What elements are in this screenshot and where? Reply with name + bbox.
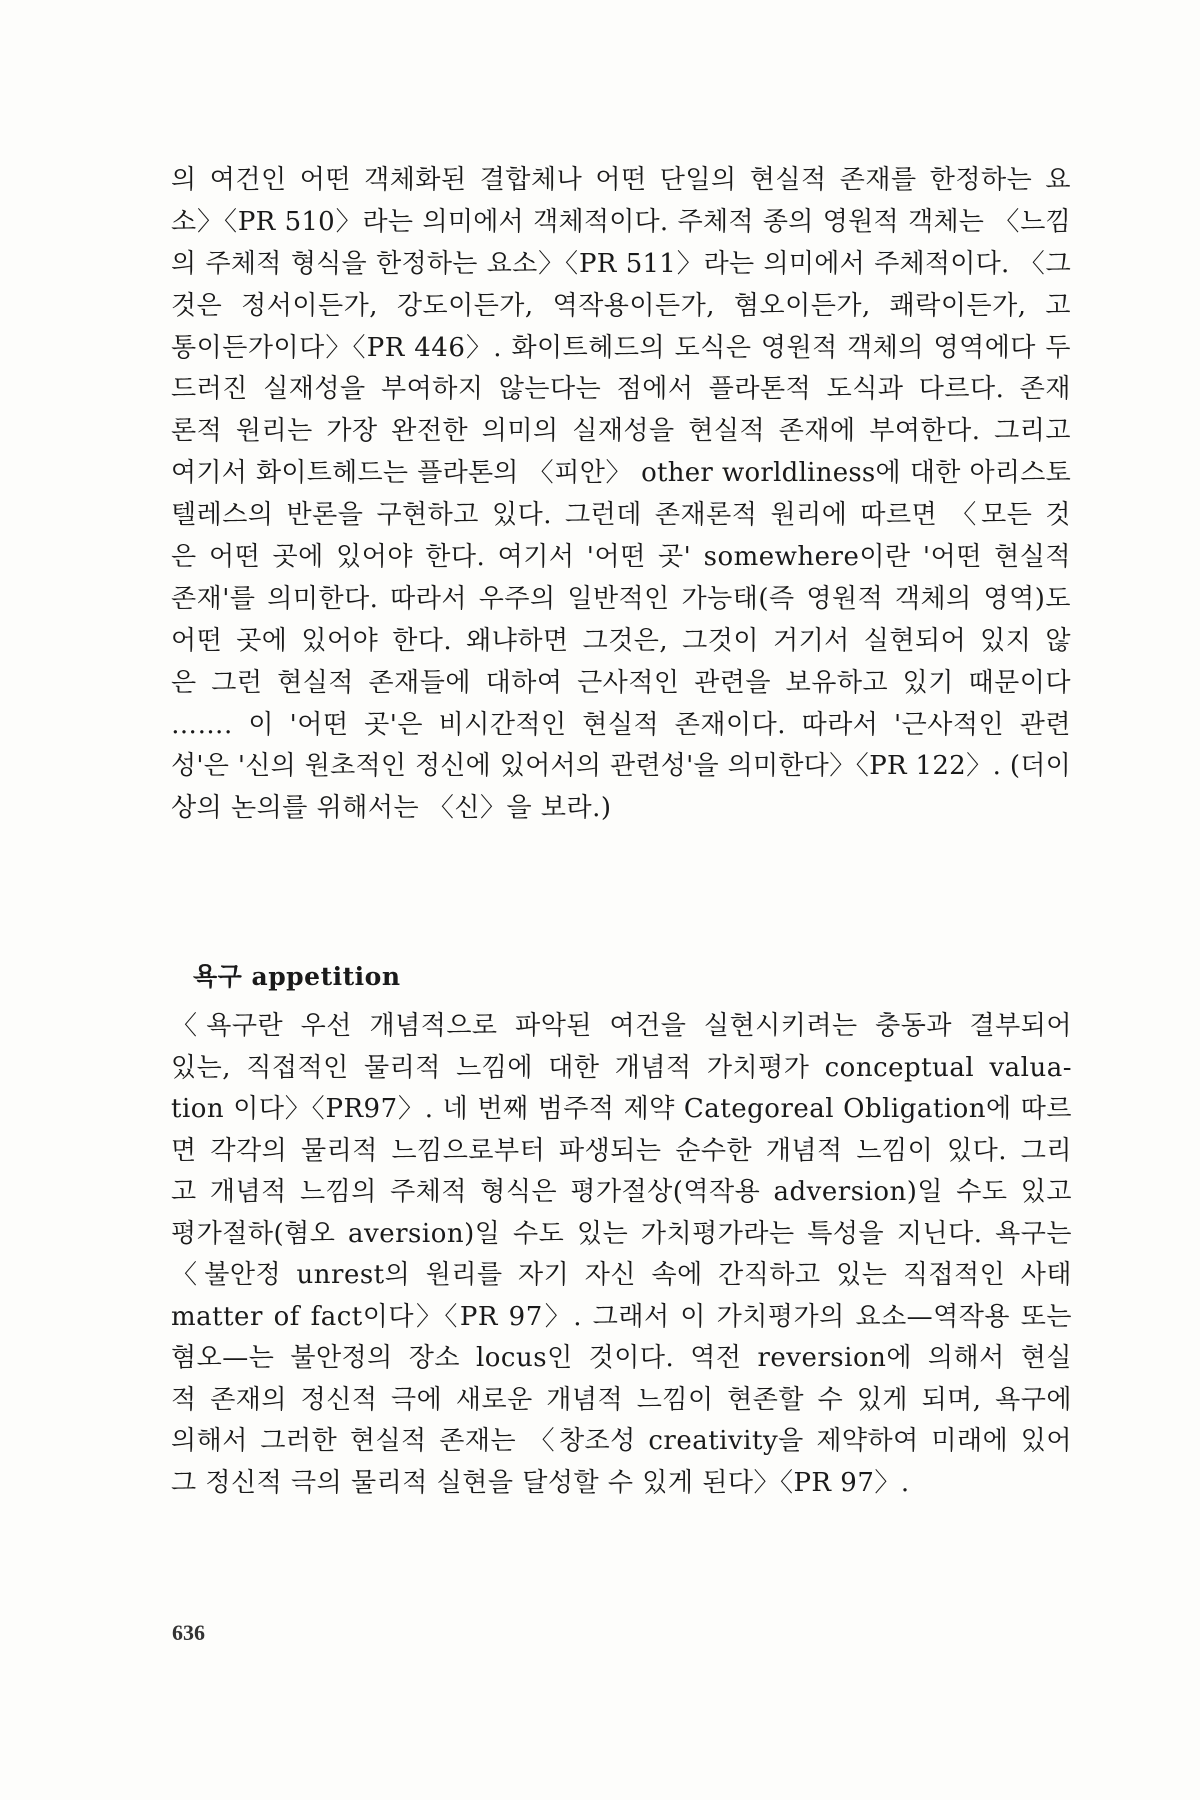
text-line: 어떤 곳에 있어야 한다. 왜냐하면 그것은, 그것이 거기서 실현되어 있지 않	[171, 625, 1071, 656]
text-line: 소〉〈PR 510〉라는 의미에서 객체적이다. 주체적 종의 영원적 객체는 〈느낌	[171, 206, 1071, 237]
text-line: 은 어떤 곳에 있어야 한다. 여기서 '어떤 곳' somewhere이란 '어떤 현실적	[171, 542, 1071, 573]
paragraph-continuation	[171, 160, 1071, 830]
text-line: 있는, 직접적인 물리적 느낌에 대한 개념적 가치평가 conceptual valua-	[171, 1052, 1072, 1083]
text-line: 여기서 화이트헤드는 플라톤의 〈피안〉 other worldliness에 대한 아리스토	[171, 458, 1071, 489]
entry-heading: 욕구 appetition	[193, 962, 401, 991]
text-line: 것은 정서이든가, 강도이든가, 역작용이든가, 혐오이든가, 쾌락이든가, 고	[171, 290, 1071, 321]
text-line: 통이든가이다〉〈PR 446〉. 화이트헤드의 도식은 영원적 객체의 영역에다 두	[171, 332, 1071, 363]
text-line: matter of fact이다〉〈PR 97〉. 그래서 이 가치평가의 요소—역작용 또는	[171, 1301, 1072, 1332]
text-line: 상의 논의를 위해서는 〈신〉을 보라.)	[171, 793, 612, 824]
text-line: tion 이다〉〈PR97〉. 네 번째 범주적 제약 Categoreal Obligation에 따르	[171, 1094, 1072, 1124]
page-number: 636	[172, 1620, 205, 1645]
text-line: 적 존재의 정신적 극에 새로운 개념적 느낌이 현존할 수 있게 되며, 욕구에	[171, 1384, 1072, 1415]
text-line: 면 각각의 물리적 느낌으로부터 파생되는 순수한 개념적 느낌이 있다. 그리	[171, 1135, 1072, 1166]
text-line: 텔레스의 반론을 구현하고 있다. 그런데 존재론적 원리에 따르면 〈모든 것	[171, 500, 1071, 531]
text-line: 평가절하(혐오 aversion)일 수도 있는 가치평가라는 특성을 지닌다. 욕구는	[171, 1218, 1072, 1249]
text-line: 〈욕구란 우선 개념적으로 파악된 여건을 실현시키려는 충동과 결부되어	[171, 1011, 1072, 1041]
text-line: 론적 원리는 가장 완전한 의미의 실재성을 현실적 존재에 부여한다. 그리고	[171, 416, 1071, 447]
text-line: 은 그런 현실적 존재들에 대하여 근사적인 관련을 보유하고 있기 때문이다	[171, 667, 1071, 698]
text-line: 〈불안정 unrest의 원리를 자기 자신 속에 간직하고 있는 직접적인 사태	[171, 1260, 1072, 1290]
text-line: 존재'를 의미한다. 따라서 우주의 일반적인 가능태(즉 영원적 객체의 영역)도	[171, 583, 1071, 614]
text-line: 성'은 '신의 원초적인 정신에 있어서의 관련성'을 의미한다〉〈PR 122〉. (더이	[171, 751, 1071, 782]
text-line: 의 여건인 어떤 객체화된 결합체나 어떤 단일의 현실적 존재를 한정하는 요	[171, 165, 1071, 195]
text-line: 드러진 실재성을 부여하지 않는다는 점에서 플라톤적 도식과 다르다. 존재	[171, 374, 1071, 405]
text-line: 혐오—는 불안정의 장소 locus인 것이다. 역전 reversion에 의해서 현실	[171, 1343, 1072, 1373]
text-line: 고 개념적 느낌의 주체적 형식은 평가절상(역작용 adversion)일 수도 있고	[171, 1177, 1072, 1207]
text-line: 의해서 그러한 현실적 존재는 〈창조성 creativity을 제약하여 미래에 있어	[171, 1426, 1072, 1456]
text-line: ……. 이 '어떤 곳'은 비시간적인 현실적 존재이다. 따라서 '근사적인 관련	[171, 709, 1071, 740]
text-line: 의 주체적 형식을 한정하는 요소〉〈PR 511〉라는 의미에서 주체적이다. 〈그	[171, 248, 1071, 279]
text-line: 그 정신적 극의 물리적 실현을 달성할 수 있게 된다〉〈PR 97〉.	[171, 1467, 910, 1498]
entry-paragraph	[171, 1006, 1072, 1504]
